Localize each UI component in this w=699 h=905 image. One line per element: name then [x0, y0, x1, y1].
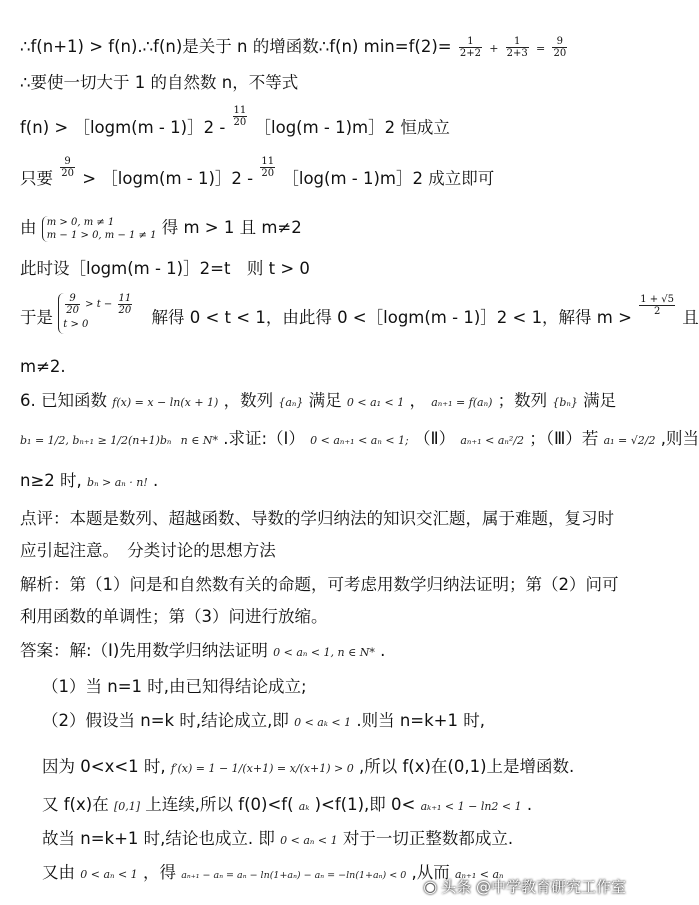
formula: bₙ > aₙ · n!	[87, 476, 148, 489]
text-line	[20, 72, 298, 94]
line-text: 由	[20, 218, 37, 237]
line-text: ［log(m - 1)m］2 成立即可	[282, 169, 495, 188]
text-line: 因为 0<x<1 时, f′(x) = 1 − 1/(x+1) = x/(x+1) > 0 ,所以 f(x)在(0,1)上是增函数.	[42, 757, 575, 776]
formula: [0,1]	[113, 800, 141, 813]
text-line: 应引起注意。 分类讨论的思想方法	[20, 541, 276, 560]
toutiao-logo-icon: ◉	[423, 877, 438, 896]
formula: 0 < aₙ < 1	[280, 834, 338, 847]
text-line: 6. 已知函数 f(x) = x − ln(x + 1) ，数列 {aₙ} 满足 0 < a₁ < 1 ， aₙ₊₁ = f(aₙ) ；数列 {bₙ} 满足	[20, 391, 617, 410]
formula: aₖ₊₁ < 1 − ln2 < 1	[420, 800, 522, 813]
formula: f(x) = x − ln(x + 1)	[112, 396, 219, 409]
brace-system: m > 0, m ≠ 1 m − 1 > 0, m − 1 ≠ 1	[42, 216, 157, 242]
text-line: 点评：本题是数列、超越函数、导数的学归纳法的知识交汇题，属于难题，复习时	[20, 509, 614, 528]
text-line: b₁ = 1/2, bₙ₊₁ ≥ 1/2(n+1)bₙ n ∈ N* .求证:（Ⅰ） 0 < aₙ₊₁ < aₙ < 1; （Ⅱ） aₙ₊₁ < aₙ²/2 ；（Ⅲ）若 a₁ = √2/2 ,则当	[20, 429, 699, 448]
fraction: $\frac{9}{20}$	[61, 156, 74, 179]
text-line: 答案：解:（Ⅰ)先用数学归纳法证明 0 < aₙ < 1, n ∈ N* .	[20, 641, 386, 660]
text-line: 又 f(x)在 [0,1] 上连续,所以 f(0)<f( aₖ )<f(1),即 0< aₖ₊₁ < 1 − ln2 < 1 .	[42, 795, 533, 814]
brace-system: $\frac{9}{20}$ > t − $\frac{11}{20}$ t > 0	[58, 293, 134, 334]
formula: aₖ	[298, 800, 310, 813]
watermark	[423, 876, 626, 897]
formula: n ∈ N*	[180, 434, 218, 447]
line-text: 6. 已知函数	[20, 391, 107, 410]
formula: aₙ₊₁ < aₙ²/2	[460, 434, 524, 447]
formula: {bₙ}	[552, 396, 578, 409]
text-line	[20, 105, 450, 139]
fraction: $\frac{1 + √5}{2}$	[640, 294, 675, 317]
formula: b₁ = 1/2, bₙ₊₁ ≥ 1/2(n+1)bₙ	[20, 434, 172, 447]
formula: f′(x) = 1 − 1/(x+1) = x/(x+1) > 0	[170, 762, 354, 775]
fraction: $\frac{11}{20}$	[261, 156, 275, 179]
formula: 0 < aₙ < 1	[80, 868, 138, 881]
line-text: m≠2.	[20, 357, 66, 376]
formula: aₙ₊₁ = f(aₙ)	[431, 396, 493, 409]
formula: 0 < aₙ < 1, n ∈ N*	[273, 646, 375, 659]
fraction: $\frac{11}{20}$	[233, 105, 247, 128]
line-text: ∴要使一切大于 1 的自然数 n，不等式	[20, 73, 299, 92]
fraction: $\frac{1}{2+2}$	[459, 36, 481, 59]
line-text: f(n) > ［logm(m - 1)］2 -	[20, 118, 226, 137]
text-line	[20, 356, 66, 378]
text-line	[20, 210, 302, 246]
line-text: 且	[682, 308, 699, 327]
line-text: 于是	[20, 308, 53, 327]
text-line: 解析：第（1）问是和自然数有关的命题，可考虑用数学归纳法证明；第（2）问可	[20, 575, 619, 594]
formula: 0 < aₙ₊₁ < aₙ < 1;	[310, 434, 409, 447]
text-line	[20, 258, 310, 280]
formula: 0 < a₁ < 1	[346, 396, 405, 409]
line-text: 此时设［logm(m - 1)］2=t 则 t > 0	[20, 259, 310, 278]
text-line: 故当 n=k+1 时,结论也成立. 即 0 < aₙ < 1 对于一切正整数都成立.	[42, 829, 514, 848]
formula: {aₙ}	[278, 396, 304, 409]
formula: 0 < aₖ < 1	[294, 716, 352, 729]
text-line: 又由 0 < aₙ < 1 ，得 aₙ₊₁ − aₙ = aₙ − ln(1+aₙ) − aₙ = −ln(1+aₙ) < 0 ,从而 aₙ₊₁ < aₙ	[42, 863, 504, 882]
line-text: 只要	[20, 169, 53, 188]
text-line: （2）假设当 n=k 时,结论成立,即 0 < aₖ < 1 .则当 n=k+1 时,	[42, 711, 485, 730]
text-line: （1）当 n=1 时,由已知得结论成立;	[42, 677, 307, 696]
line-text: 得 m > 1 且 m≠2	[161, 218, 302, 237]
text-line	[20, 156, 495, 190]
line-text: ∴f(n+1) > f(n).∴f(n)是关于 n 的增函数∴f(n) min=f(2)=	[20, 37, 452, 56]
text-line	[20, 288, 699, 348]
formula: aₙ₊₁ < aₙ	[455, 868, 504, 881]
watermark-text: 头条 @中学教育研究工作室	[441, 878, 626, 896]
text-line: ∴f(n+1) > f(n).∴f(n)是关于 n 的增函数∴f(n) min=f(2)= $\frac{1}{2+2}$ + $\frac{1}{2+3}$ = $\frac{9}{20}$	[20, 36, 567, 59]
text-line: 利用函数的单调性；第（3）问进行放缩。	[20, 607, 328, 626]
line-text: ［log(m - 1)m］2 恒成立	[254, 118, 450, 137]
text-line: n≥2 时, bₙ > aₙ · n! .	[20, 471, 159, 490]
fraction: $\frac{9}{20}$	[553, 36, 567, 59]
line-text: > ［logm(m - 1)］2 -	[82, 169, 254, 188]
line-text: 解得 0 < t < 1，由此得 0 <［logm(m - 1)］2 < 1，解得 m >	[151, 308, 632, 327]
formula: a₁ = √2/2	[603, 434, 656, 447]
fraction: $\frac{1}{2+3}$	[506, 36, 528, 59]
formula: aₙ₊₁ − aₙ = aₙ − ln(1+aₙ) − aₙ = −ln(1+aₙ) < 0	[181, 870, 407, 881]
